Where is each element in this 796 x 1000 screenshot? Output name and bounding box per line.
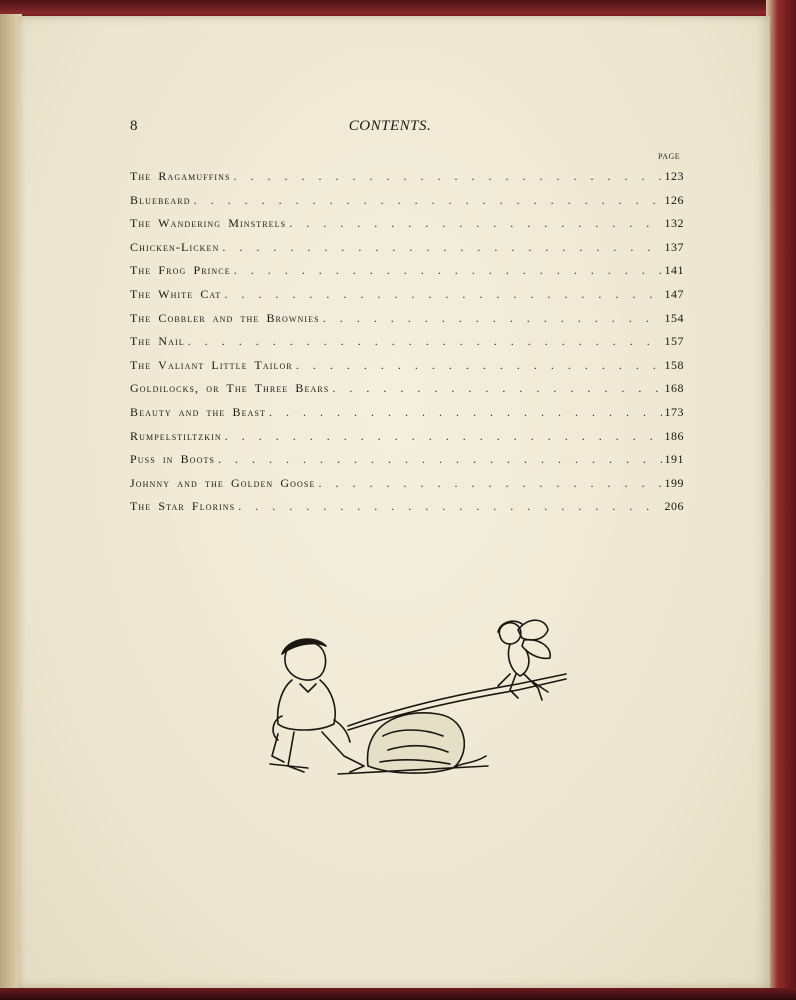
toc-entry[interactable] [130,334,684,358]
dot-leader [323,311,662,326]
toc-entry-title: The Cobbler and the Brownies [130,310,320,325]
dot-leader [218,452,662,467]
dot-leader [332,381,661,396]
toc-entry[interactable] [130,169,684,193]
toc-entry-title: The Frog Prince [130,263,231,278]
dot-leader [238,499,661,514]
toc-entry-page: 158 [664,357,684,372]
toc-entry-page: 141 [664,263,684,278]
toc-entry-title: The White Cat [130,286,222,301]
dot-leader [269,405,662,420]
running-header [130,116,650,136]
toc-entry-page: 173 [664,404,684,419]
toc-entry-page: 154 [664,310,684,325]
seesaw-illustration [248,616,578,791]
toc-entry-page: 199 [664,475,684,490]
dot-leader [318,476,661,491]
dot-leader [222,240,661,255]
toc-entry-title: Goldilocks, or The Three Bears [130,381,330,396]
dot-leader [234,169,662,184]
toc-entry[interactable] [130,476,684,500]
toc-entry-title: The Star Florins [130,499,236,514]
child-figure [272,639,364,772]
toc-entry-title: Chicken-Licken [130,239,220,254]
toc-entry[interactable] [130,452,684,476]
toc-entry-title: Johnny and the Golden Goose [130,475,316,490]
toc-entry-title: The Ragamuffins [130,169,231,183]
book-cover-top-edge [0,0,796,14]
page-number: 8 [130,118,138,134]
dot-leader [224,287,661,302]
toc-entry[interactable] [130,381,684,405]
toc-entry[interactable] [130,358,684,382]
toc-entry-page: 147 [664,286,684,301]
toc-entry[interactable] [130,499,684,523]
toc-entry-title: Puss in Boots [130,452,215,467]
dot-leader [188,334,662,349]
toc-entry-page: 157 [664,334,684,349]
book-cover-right-edge [766,0,796,1000]
dot-leader [289,216,661,231]
toc-entry-page: 137 [664,239,684,254]
toc-entry-title: Beauty and the Beast [130,404,266,419]
book-page [18,16,770,988]
toc-entry-title: Rumpelstiltzkin [130,428,222,443]
toc-entry-page: 126 [664,192,684,207]
toc-entry-page: 191 [664,452,684,467]
toc-entry-page: 206 [664,499,684,514]
dot-leader [234,263,662,278]
toc-entry[interactable] [130,263,684,287]
toc-entry-title: The Wandering Minstrels [130,216,287,231]
toc-entry[interactable] [130,216,684,240]
dot-leader [194,193,662,208]
toc-entry-page: 132 [664,216,684,231]
toc-entry[interactable] [130,429,684,453]
toc-entry[interactable] [130,405,684,429]
toc-entry-page: 186 [664,428,684,443]
toc-entry[interactable] [130,193,684,217]
toc-entry[interactable] [130,311,684,335]
page-column-label: PAGE [658,152,681,161]
page-title: CONTENTS. [348,118,432,134]
toc-entry-title: Bluebeard [130,192,191,207]
table-of-contents [130,169,684,523]
toc-entry-page: 123 [664,169,684,183]
toc-entry-page: 168 [664,381,684,396]
book-cover-bottom-edge [0,988,796,1000]
dot-leader [225,429,662,444]
toc-entry-title: The Valiant Little Tailor [130,357,293,372]
dot-leader [296,358,662,373]
log-and-rock [270,713,488,774]
toc-entry[interactable] [130,240,684,264]
toc-entry-title: The Nail [130,334,185,349]
toc-entry[interactable] [130,287,684,311]
